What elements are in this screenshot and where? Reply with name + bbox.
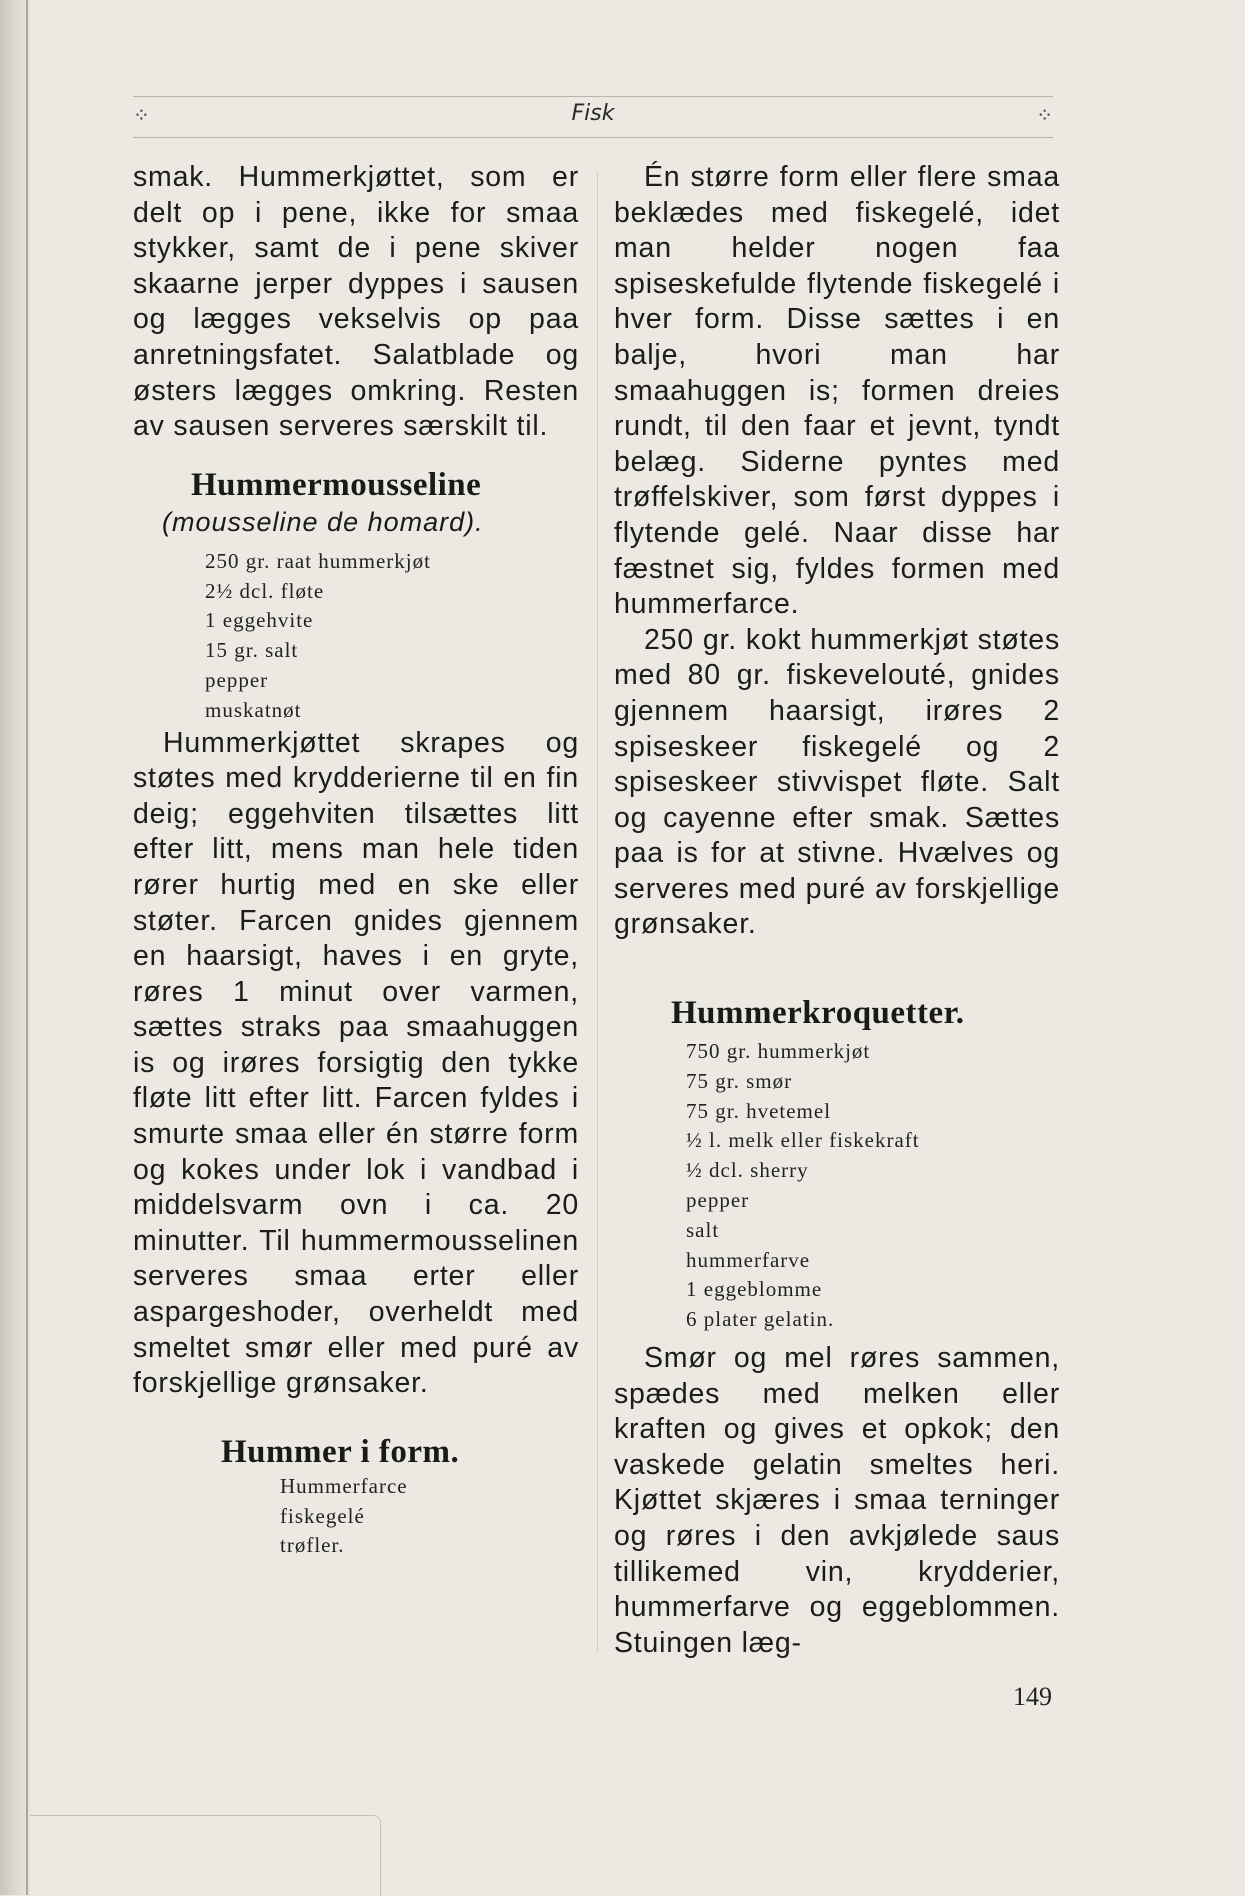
ingredient-item: 1 eggeblomme [686,1277,823,1302]
ingredient-item: pepper [205,667,269,692]
ingredient-item: 250 gr. raat hummerkjøt [205,548,431,573]
book-gutter-line [26,0,28,1895]
method-paragraph-hummer-i-form-2: 250 gr. kokt hummerkjøt støtes med 80 gr. fiskevelouté, gnides gjennem haarsigt, irøres 2 spiseskeer fiskegelé og 2 spiseskeer stivvispet fløte. Salt og cayenne efter smak. Sættes paa is for at stivne. Hvælves og serveres med puré av forskjellige grønsaker. [614,623,1060,941]
ingredient-item: 1 eggehvite [205,608,314,633]
ingredient-list-hummer-i-form [133,1472,579,1561]
scan-corner-mark [30,1815,381,1896]
ingredient-item: Hummerfarce [280,1473,408,1498]
method-paragraph-hummerkroquetter: Smør og mel røres sammen, spædes med melken eller kraften og gives et opkok; den vaskede gelatin smeltes heri. Kjøttet skjæres i smaa terninger og røres i den avkjølede saus tillikemed vin, krydderier, hummerfarve og eggeblommen. Stuingen læg- [614,1342,1060,1659]
ingredient-item: trøfler. [280,1533,345,1558]
ingredient-item: fiskegelé [280,1503,365,1528]
method-paragraph-hummermousseline: Hummerkjøttet skrapes og støtes med krydderierne til en fin deig; eggehviten tilsættes litt efter litt, mens man hele tiden rører hurtig med en ske eller støter. Farcen gnides gjennem en haarsigt, haves i en gryte, røres 1 minut over varmen, sættes straks paa smaahuggen is og irøres forsigtig den tykke fløte litt efter litt. Farcen fyldes i smurte smaa eller én større form og kokes under lok i vandbad i middelsvarm ovn i ca. 20 minutter. Til hummermousselinen serveres smaa erter eller aspargeshoder, overheldt med smeltet smør eller med puré av forskjellige grønsaker. [133,726,579,1400]
recipe-title-hummerkroquetter: Hummerkroquetter. [671,995,965,1032]
ingredient-item: hummerfarve [686,1247,811,1272]
page-number: 149 [1013,1682,1052,1711]
ingredient-item: salt [686,1217,720,1242]
method-paragraph-hummer-i-form-1: Én større form eller flere smaa beklædes med fiskegelé, idet man helder nogen faa spiseskefulde flytende fiskegelé i hver form. Disse sættes i en balje, hvori man har smaahuggen is; formen dreies rundt, til den faar et jevnt, tyndt belæg. Siderne pyntes med trøffelskiver, som først dyppes i flytende gelé. Naar disse har fæstnet sig, fyldes formen med hummerfarce. [614,161,1060,621]
ingredient-item: 15 gr. salt [205,638,299,663]
recipe-title-hummermousseline: Hummermousseline [191,466,482,503]
ingredient-item: 75 gr. smør [686,1068,793,1093]
ingredient-item: 75 gr. hvetemel [686,1098,832,1123]
recipe-title-hummer-i-form: Hummer i form. [221,1433,460,1470]
ingredient-item: 750 gr. hummerkjøt [686,1039,871,1064]
ingredient-item: 2½ dcl. fløte [205,578,325,603]
recipe-subtitle-hummermousseline: (mousseline de homard). [162,506,484,537]
right-column [614,160,1060,1661]
ornament-right-icon: ⁘ [1036,105,1053,127]
ingredient-item: 6 plater gelatin. [686,1307,835,1332]
left-column [133,160,579,1561]
ornament-left-icon: ⁘ [133,105,150,127]
ingredient-item: ½ dcl. sherry [686,1158,809,1183]
column-divider [597,172,598,1652]
running-header [133,96,1053,138]
ingredient-list-hummermousseline [133,547,579,726]
ingredient-item: ½ l. melk eller fiskekraft [686,1128,920,1153]
running-header-title: Fisk [571,101,615,126]
ingredient-item: muskatnøt [205,697,302,722]
intro-paragraph: smak. Hummerkjøttet, som er delt op i pene, ikke for smaa stykker, samt de i pene skiver skaarne jerper dyppes i sausen og lægges vekselvis op paa anretningsfatet. Salatblade og østers lægges omkring. Resten av sausen serveres særskilt til. [133,161,579,443]
ingredient-list-hummerkroquetter [614,1037,1060,1335]
ingredient-item: pepper [686,1188,750,1213]
